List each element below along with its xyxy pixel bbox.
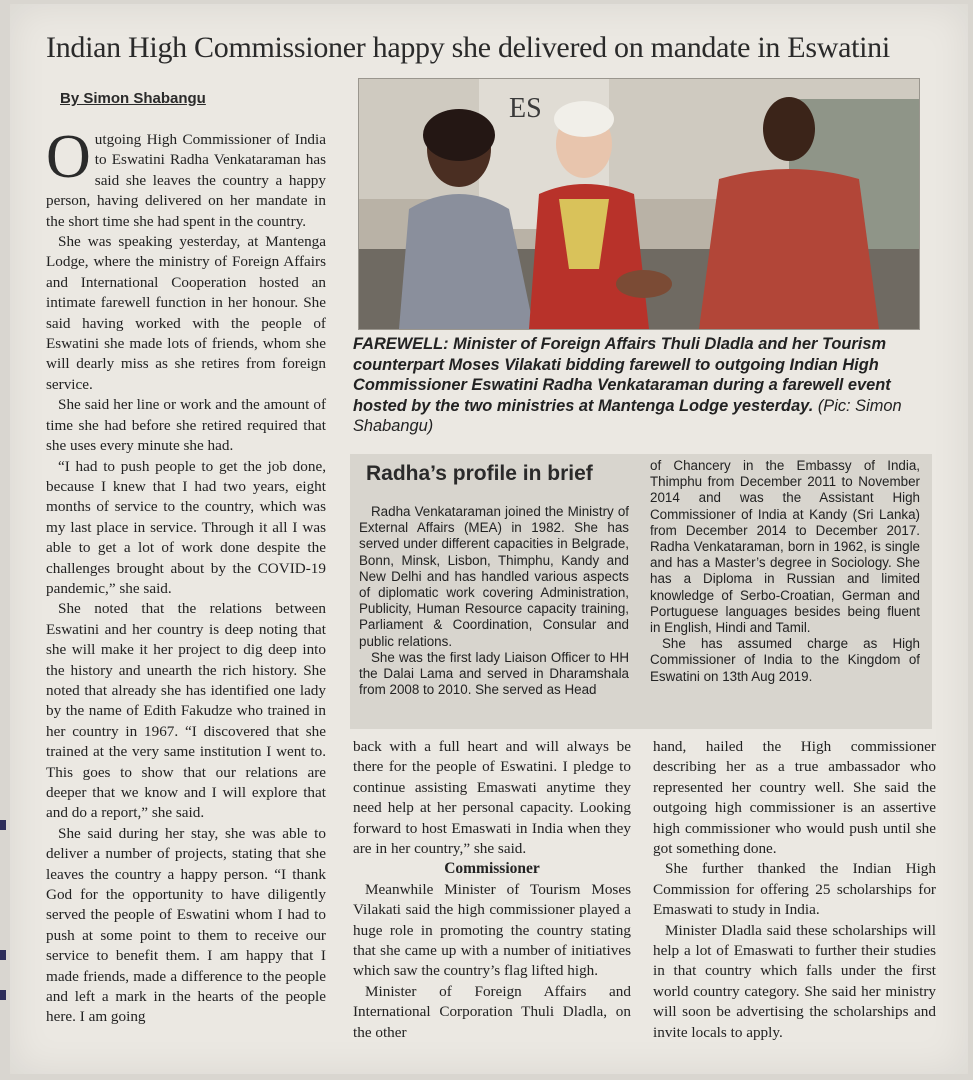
newspaper-page: [10, 4, 968, 1074]
article-column-1: [46, 123, 326, 1028]
photo-illustration: [359, 79, 919, 329]
article-paragraph: She was speaking yesterday, at Mantenga Lodge, where the ministry of Foreign Affairs and International Cooperation hosted an intimate farewell function in her honour. She said having worked with the people of Eswatini she made lots of friends, whom she will dearly miss as she retires from foreign service.: [46, 233, 326, 393]
edge-mark: [0, 820, 6, 830]
byline: By Simon Shabangu: [60, 90, 206, 107]
sign-text: ES: [509, 93, 542, 124]
article-paragraph: She noted that the relations between Eswatini and her country is deep noting that she will make it her project to dig deep into the history and unearth the rich history. She noted that already she has identified one lady by the name of Edith Fakudze who trained in her country in 1967. “I discovered that she trained at the very same institution I went to. This goes to show that our relations are deeper that we know and I will explore that and do a report,” she said.: [46, 600, 326, 822]
edge-mark: [0, 990, 6, 1000]
profile-title: Radha’s profile in brief: [366, 462, 593, 485]
article-paragraph: “I had to push people to get the job done, because I knew that I had two years, eight months of service to the country, which was my last place in service. Through it all I was able to get a lot of work done despite the challenges brought about by the COVID-19 pandemic,” she said.: [46, 457, 326, 597]
article-paragraph: Meanwhile Minister of Tourism Moses Vilakati said the high commissioner played a huge role in promoting the country stating that she came up with a number of initiatives which saw the country’s flag lifted high.: [353, 880, 631, 980]
drop-cap: O: [46, 123, 91, 191]
article-column-2: [353, 737, 631, 1043]
article-paragraph: She further thanked the Indian High Commission for offering 25 scholarships for Emaswati to study in India.: [653, 860, 936, 919]
article-paragraph: back with a full heart and will always be there for the people of Eswatini. I pledge to continue assisting Emaswati anytime they need help at her personal capacity. Looking forward to host Emaswati in India when they are in her country,” she said.: [353, 738, 631, 858]
photo-caption: FAREWELL: Minister of Foreign Affairs Thuli Dladla and her Tourism counterpart Moses Vilakati bidding farewell to outgoing Indian High Commissioner Eswatini Radha Venkataraman during a farewell event hosted by the two ministries at Mantenga Lodge yesterday. (Pic: Simon Shabangu): [353, 335, 902, 436]
article-column-3: [653, 737, 936, 1043]
profile-paragraph: Radha Venkataraman joined the Ministry of External Affairs (MEA) in 1982. She has served under different capacities in Belgrade, Bonn, Minsk, Lisbon, Thimphu, Kandy and New Delhi and has handled various aspects of diplomatic work covering Administration, Publicity, Human Resource capacity training, Parliament & Coordination, Consular and public relations.: [359, 504, 629, 649]
article-paragraph: Outgoing High Commissioner of India to Eswatini Radha Venkataraman has said she leaves the country a happy person, having delivered on her mandate in the short time she had spent in the country.: [46, 123, 326, 230]
headline: Indian High Commissioner happy she delivered on mandate in Eswatini: [46, 31, 890, 64]
profile-column-1: [359, 504, 629, 698]
profile-paragraph: She was the first lady Liaison Officer to HH the Dalai Lama and served in Dharamshala from 2008 to 2010. She served as Head: [359, 649, 629, 698]
article-paragraph: Minister Dladla said these scholarships will help a lot of Emaswati to further their studies in that country which falls under the first world country category. She said her ministry will soon be advertising the scholarships and invite locals to apply.: [653, 921, 936, 1041]
farewell-photo: [358, 78, 920, 330]
article-paragraph: Minister of Foreign Affairs and International Corporation Thuli Dladla, on the other: [353, 982, 631, 1041]
article-paragraph: She said her line or work and the amount of time she had before she retired required that she uses every minute she had.: [46, 396, 326, 455]
article-paragraph: hand, hailed the High commissioner describing her as a true ambassador who represented her country well. She said the outgoing high commissioner is an assertive high commissioner who would push until she got something done.: [653, 738, 936, 858]
edge-mark: [0, 950, 6, 960]
profile-paragraph: of Chancery in the Embassy of India, Thimphu from December 2011 to November 2014 and was the Assistant High Commissioner of India at Kandy (Sri Lanka) from December 2014 to December 2017. Radha Venkataraman, born in 1962, is single and has a Master’s degree in Sociology. She has a Diploma in Russian and limited knowledge of Serbo-Croatian, German and Portuguese languages besides being fluent in English, Hindi and Tamil.: [650, 458, 920, 636]
profile-paragraph: She has assumed charge as High Commissioner of India to the Kingdom of Eswatini on 13th Aug 2019.: [650, 636, 920, 684]
profile-column-2: [650, 458, 920, 685]
article-paragraph: She said during her stay, she was able to deliver a number of projects, stating that she leaves the country a happy person. “I thank God for the opportunity to have diligently served the people of Eswatini whom I had to push at some point to them to receive our service to benefit them. I am happy that I made friends, made a difference to the people and left a mark in the hearts of the people here. I am going: [46, 824, 326, 1026]
article-subhead: Commissioner: [444, 860, 540, 878]
photo-credit: (Pic: Simon Shabangu): [353, 396, 902, 436]
profile-box: [350, 454, 932, 729]
